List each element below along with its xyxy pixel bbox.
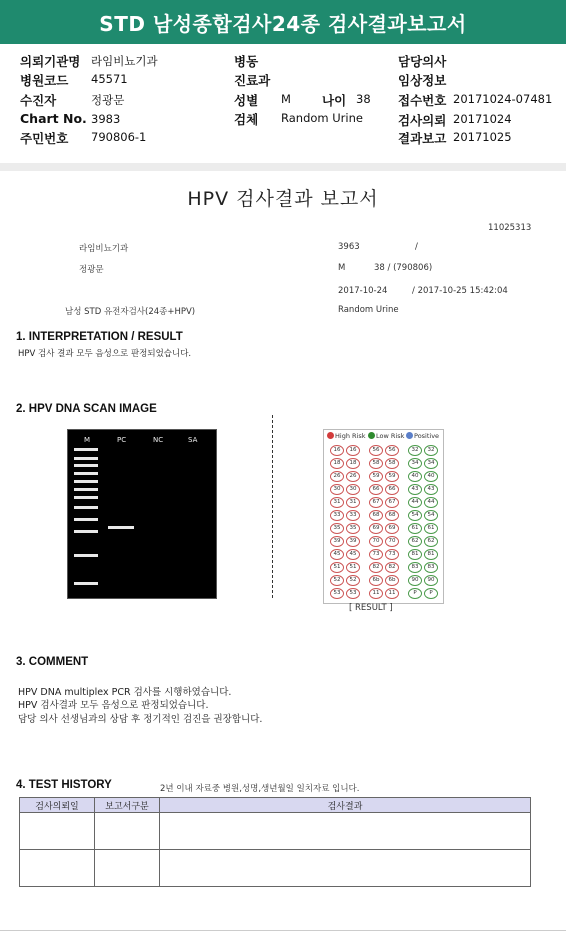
chip-probe-cell: 70 [369,536,383,547]
gel-ladder-band [74,518,98,521]
clinical-label: 임상정보 [398,73,447,88]
chip-probe-cell: 61 [424,523,438,534]
gel-ladder-band [74,530,98,533]
chip-probe-cell: 66 [385,484,399,495]
section-interpretation-title: 1. INTERPRETATION / RESULT [16,331,183,343]
gel-ladder-band [74,506,98,509]
age-label: 나이 [322,93,347,108]
info-patient: 정광문 [79,265,104,275]
chip-probe-cell: 56 [385,445,399,456]
chip-probe-cell: 68 [385,510,399,521]
history-note: 2년 이내 자료중 병원,성명,생년월일 일치자료 입니다. [160,784,360,794]
legend-label: High Risk [335,432,366,440]
chip-probe-cell: 35 [330,523,344,534]
chip-probe-cell: P [424,588,438,599]
chip-probe-cell: 90 [424,575,438,586]
chip-probe-cell: 82 [385,562,399,573]
legend-positive [406,432,439,440]
chip-probe-cell: 90 [408,575,422,586]
history-col-result: 검사결과 [160,798,531,813]
doctor-label: 담당의사 [398,54,447,69]
info-date-to: / 2017-10-25 15:42:04 [412,286,508,296]
chip-probe-cell: 32 [408,445,422,456]
gel-lane-label: SA [188,436,198,444]
hpv-chip-image [323,429,444,604]
gel-ladder-band [74,488,98,491]
comment-line: 담당 의사 선생님과의 상담 후 정기적인 검진을 권장합니다. [18,714,263,725]
chip-probe-cell: 69 [369,523,383,534]
chip-probe-cell: 40 [408,471,422,482]
info-chart: 3963 [338,242,360,252]
history-col-request-date: 검사의뢰일 [20,798,95,813]
gel-ladder-band [74,464,98,467]
gel-electrophoresis-image [67,429,217,599]
info-age-birth: 38 / (790806) [374,263,433,273]
gel-lane-label: M [84,436,91,444]
comment-line: HPV 검사결과 모두 음성으로 판정되었습니다. [18,700,209,711]
gel-ladder-band [74,448,98,451]
report-title: HPV 검사결과 보고서 [187,188,379,210]
table-row [20,813,531,850]
chip-probe-cell: 43 [424,484,438,495]
gel-ladder-band [74,496,98,499]
table-cell [160,850,531,887]
chip-probe-cell: 40 [424,471,438,482]
table-row [20,850,531,887]
chip-probe-cell: 6b [369,575,383,586]
chip-probe-cell: 30 [346,484,360,495]
chip-probe-cell: 59 [369,471,383,482]
chip-probe-cell: 44 [408,497,422,508]
chip-probe-cell: 34 [408,458,422,469]
chip-probe-cell: 51 [346,562,360,573]
code-label: 병원코드 [20,73,69,88]
gel-lane-label: NC [153,436,164,444]
report-id: 11025313 [488,223,532,233]
legend-low-risk [368,432,404,440]
chip-probe-cell: 11 [369,588,383,599]
chip-probe-cell: 45 [330,549,344,560]
info-slash: / [415,242,418,252]
chip-probe-cell: 81 [408,549,422,560]
section-history-title: 4. TEST HISTORY [16,779,112,791]
gel-lane-label: PC [117,436,127,444]
chip-probe-cell: 35 [346,523,360,534]
gel-pc-band [108,526,134,529]
chip-probe-cell: 53 [346,588,360,599]
chip-probe-cell: 83 [424,562,438,573]
chip-probe-cell: 32 [424,445,438,456]
chart-label: Chart No. [20,111,87,126]
chip-probe-cell: 53 [330,588,344,599]
info-date-from: 2017-10-24 [338,286,388,296]
chip-probe-cell: 70 [385,536,399,547]
section-scan-image-title: 2. HPV DNA SCAN IMAGE [16,403,157,415]
legend-dot-icon [406,432,413,439]
section-comment-title: 3. COMMENT [16,656,89,668]
patient-value: 정광문 [91,93,125,107]
code-value: 45571 [91,72,128,86]
table-cell [160,813,531,850]
report-banner [0,0,566,44]
chip-probe-cell: 26 [346,471,360,482]
chip-probe-cell: 83 [408,562,422,573]
sex-value: M [281,92,291,106]
chip-probe-cell: 31 [330,497,344,508]
sex-label: 성별 [234,93,259,108]
history-col-report-type: 보고서구분 [95,798,160,813]
chip-probe-cell: 56 [369,445,383,456]
interpretation-text: HPV 검사 결과 모두 음성으로 판정되었습니다. [18,349,192,359]
chip-probe-cell: 39 [346,536,360,547]
info-specimen: Random Urine [338,305,399,315]
legend-label: Low Risk [376,432,405,440]
dept-label: 진료과 [234,73,271,88]
info-sex: M [338,263,346,273]
legend-label: Positive [414,432,440,440]
receipt-label: 접수번호 [398,93,447,108]
patient-label: 수진자 [20,93,57,108]
specimen-value: Random Urine [281,111,363,125]
bottom-rule [0,930,566,931]
chip-probe-cell: 11 [385,588,399,599]
info-hospital: 라임비뇨기과 [79,244,129,254]
chip-probe-cell: 33 [346,510,360,521]
history-header-row [20,798,531,813]
chip-probe-cell: 16 [330,445,344,456]
chip-probe-cell: 66 [369,484,383,495]
comment-line: HPV DNA multiplex PCR 검사를 시행하였습니다. [18,687,232,698]
receipt-value: 20171024-07481 [453,92,553,106]
report-value: 20171025 [453,130,512,144]
table-cell [95,850,160,887]
rrn-value: 790806-1 [91,130,147,144]
section-divider [0,163,566,171]
legend-dot-icon [327,432,334,439]
chip-probe-cell: 33 [330,510,344,521]
chip-probe-cell: 67 [385,497,399,508]
report-label: 결과보고 [398,131,447,146]
chip-probe-cell: 61 [408,523,422,534]
chip-probe-cell: 69 [385,523,399,534]
chip-probe-cell: 58 [385,458,399,469]
request-label: 검사의뢰 [398,113,447,128]
chip-probe-cell: 73 [385,549,399,560]
ward-label: 병동 [234,54,259,69]
chip-probe-cell: 16 [346,445,360,456]
image-divider [272,415,273,598]
chip-probe-cell: 54 [424,510,438,521]
chip-probe-cell: 81 [424,549,438,560]
table-cell [95,813,160,850]
chip-probe-cell: 30 [330,484,344,495]
banner-title: STD 남성종합검사24종 검사결과보고서 [99,11,467,36]
gel-ladder-band [74,480,98,483]
history-table [19,797,531,887]
rrn-label: 주민번호 [20,131,69,146]
chip-probe-cell: 31 [346,497,360,508]
chip-probe-cell: 44 [424,497,438,508]
chip-probe-cell: 58 [369,458,383,469]
chip-probe-cell: 73 [369,549,383,560]
gel-ladder-band [74,457,98,460]
chip-probe-cell: 34 [424,458,438,469]
chip-probe-cell: 82 [369,562,383,573]
chip-probe-cell: 18 [330,458,344,469]
chip-probe-cell: 68 [369,510,383,521]
table-cell [20,813,95,850]
chip-probe-cell: 45 [346,549,360,560]
chart-value: 3983 [91,112,121,126]
chip-probe-cell: 26 [330,471,344,482]
age-value: 38 [356,92,371,106]
chip-probe-cell: 51 [330,562,344,573]
chip-probe-cell: 39 [330,536,344,547]
chip-probe-cell: P [408,588,422,599]
chip-probe-cell: 6b [385,575,399,586]
result-caption: [ RESULT ] [349,603,393,613]
table-cell [20,850,95,887]
gel-ladder-band [74,554,98,557]
request-value: 20171024 [453,112,512,126]
chip-probe-cell: 52 [330,575,344,586]
chip-probe-cell: 67 [369,497,383,508]
hospital-label: 의뢰기관명 [20,54,81,69]
chip-probe-cell: 62 [424,536,438,547]
gel-ladder-band [74,582,98,585]
chip-probe-cell: 52 [346,575,360,586]
chip-probe-cell: 18 [346,458,360,469]
specimen-label: 검체 [234,112,259,127]
chip-probe-cell: 43 [408,484,422,495]
legend-high-risk [327,432,365,440]
chip-probe-cell: 59 [385,471,399,482]
info-test-name: 남성 STD 유전자검사(24종+HPV) [65,307,196,317]
legend-dot-icon [368,432,375,439]
hospital-value: 라임비뇨기과 [91,54,158,68]
chip-probe-cell: 62 [408,536,422,547]
gel-ladder-band [74,472,98,475]
chip-probe-cell: 54 [408,510,422,521]
